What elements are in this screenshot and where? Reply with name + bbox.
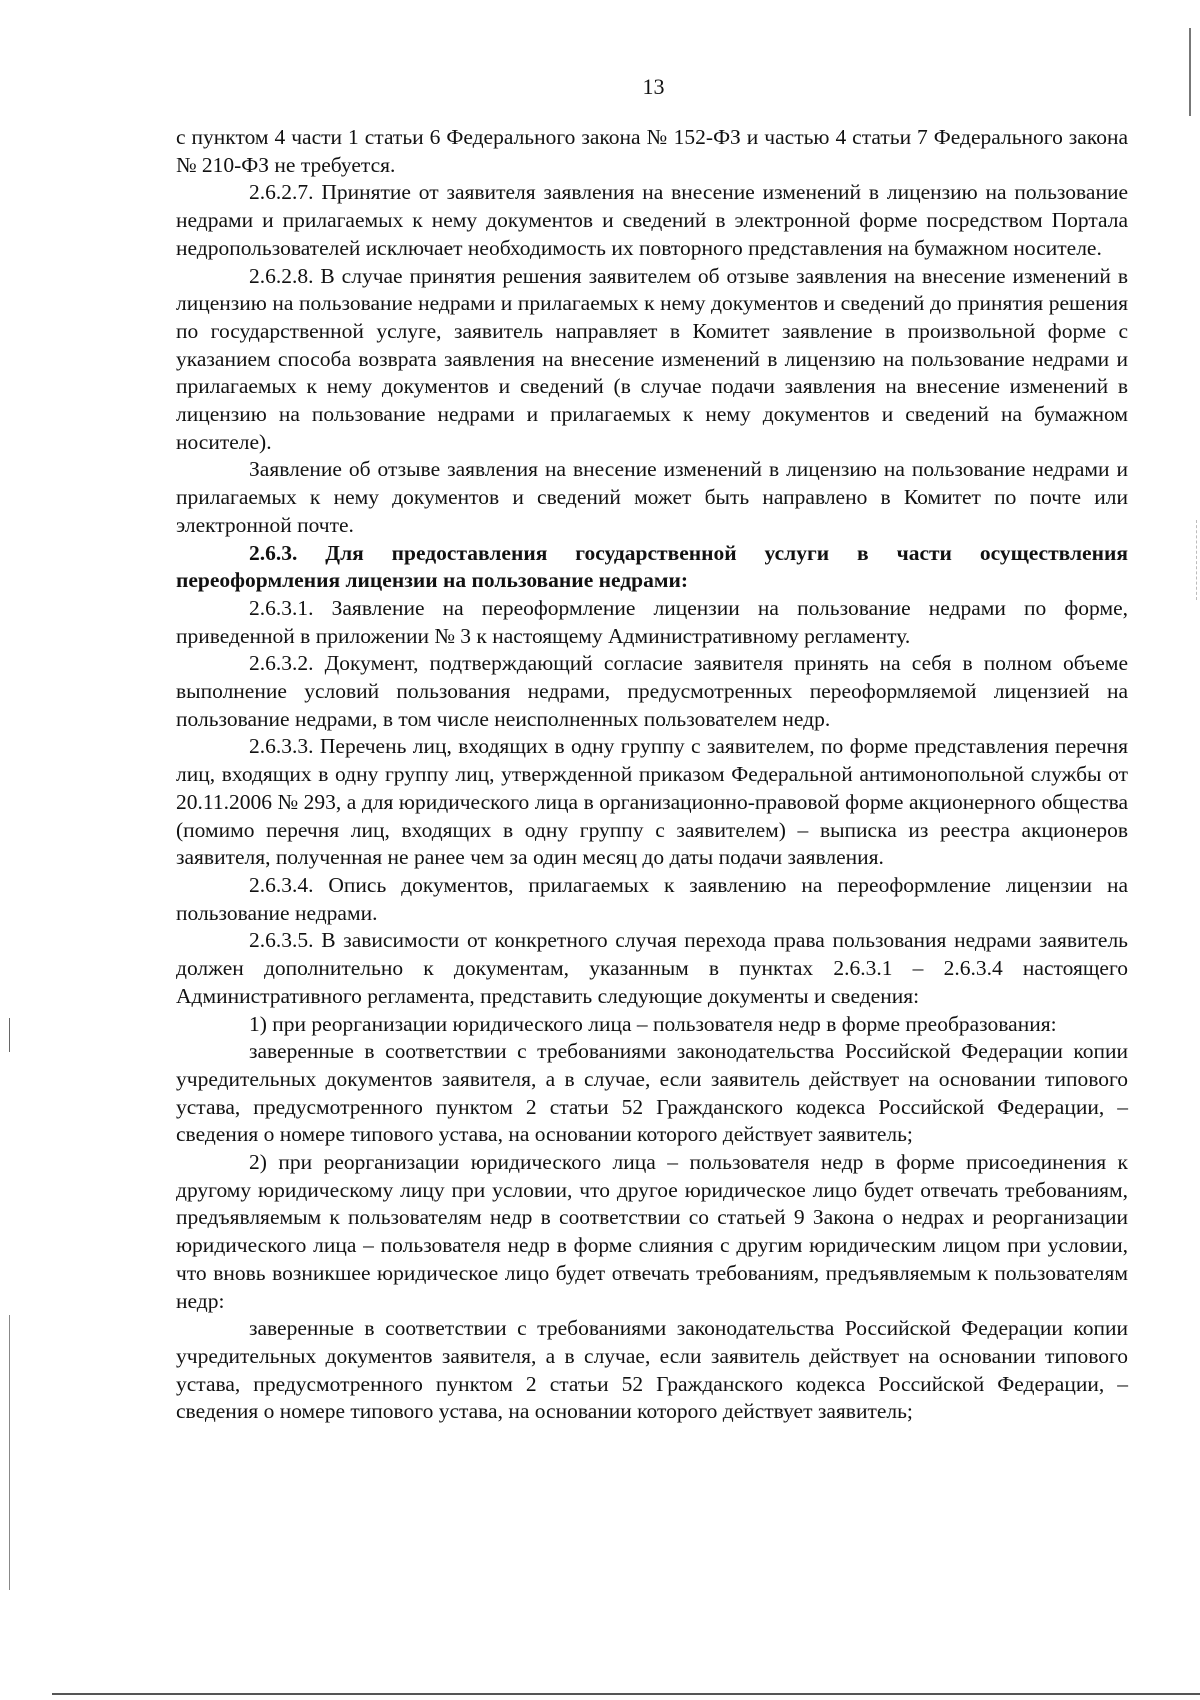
paragraph-withdrawal-note: Заявление об отзыве заявления на внесение изменений в лицензию на пользование недрами и прилагаемых к нему документов и сведений может быть направлено в Комитет по почте или электронной почте. (176, 457, 1128, 537)
scan-bottom-edge (52, 1693, 1200, 1695)
scan-edge-mark (1189, 28, 1191, 116)
paragraph-2-6-3-4: 2.6.3.4. Опись документов, прилагаемых к заявлению на переоформление лицензии на пользование недрами. (176, 872, 1128, 925)
paragraph-2-6-3-5: 2.6.3.5. В зависимости от конкретного случая перехода права пользования недрами заявитель должен дополнительно к документам, указанным в пунктах 2.6.3.1 – 2.6.3.4 настоящего Административного регламента, представить следующие документы и сведения: (176, 928, 1128, 1008)
paragraph-2-6-2-8: 2.6.2.8. В случае принятия решения заявителем об отзыве заявления на внесение изменений в лицензию на пользование недрами и прилагаемых к нему документов и сведений до принятия решения по государственной услуге, заявитель направляет в Комитет заявление в произвольной форме с указанием способа возврата заявления на внесение изменений в лицензию на пользование недрами и прилагаемых к нему документов и сведений (в случае подачи заявления на внесение изменений в лицензию на пользование недрами и прилагаемых к нему документов и сведений на бумажном носителе). (176, 263, 1128, 454)
paragraph-2-6-3-3: 2.6.3.3. Перечень лиц, входящих в одну группу с заявителем, по форме представления перечня лиц, входящих в одну группу лиц, утвержденной приказом Федеральной антимонопольной службы от 20.11.2006 № 293, а для юридического лица в организационно-правовой форме акционерного общества (помимо перечня лиц, входящих в одну группу с заявителем) – выписка из реестра акционеров заявителя, полученная не ранее чем за один месяц до даты подачи заявления. (176, 734, 1128, 870)
paragraph-2-6-3-2: 2.6.3.2. Документ, подтверждающий согласие заявителя принять на себя в полном объеме выполнение условий пользования недрами, предусмотренных переоформляемой лицензией на пользование недрами, в том числе неисполненных пользователем недр. (176, 651, 1128, 731)
list-item-2: 2) при реорганизации юридического лица – пользователя недр в форме присоединения к другому юридическому лицу при условии, что другое юридическое лицо будет отвечать требованиям, предъявляемым к пользователям недр в соответствии со статьей 9 Закона о недрах и реорганизации юридического лица – пользователя недр в форме слияния с другим юридическим лицом при условии, что вновь возникшее юридическое лицо будет отвечать требованиям, предъявляемым к пользователям недр: (176, 1150, 1128, 1313)
paragraph-2-6-2-7: 2.6.2.7. Принятие от заявителя заявления на внесение изменений в лицензию на пользование недрами и прилагаемых к нему документов и сведений в электронной форме посредством Портала недропользователей исключает необходимость их повторного представления на бумажном носителе. (176, 180, 1128, 260)
document-body (176, 124, 1128, 1426)
list-item-1-details: заверенные в соответствии с требованиями законодательства Российской Федерации копии учредительных документов заявителя, а в случае, если заявитель действует на основании типового устава, предусмотренного пунктом 2 статьи 52 Гражданского кодекса Российской Федерации, – сведения о номере типового устава, на основании которого действует заявитель; (176, 1039, 1128, 1147)
list-item-1: 1) при реорганизации юридического лица – пользователя недр в форме преобразования: (249, 1011, 1057, 1036)
page-number: 13 (642, 74, 665, 99)
paragraph-2-6-3-1: 2.6.3.1. Заявление на переоформление лицензии на пользование недрами по форме, приведенной в приложении № 3 к настоящему Административному регламенту. (176, 595, 1128, 648)
scan-edge-mark (9, 1018, 10, 1052)
paragraph-continuation: с пунктом 4 части 1 статьи 6 Федерального закона № 152-ФЗ и частью 4 статьи 7 Федерального закона № 210-ФЗ не требуется. (176, 125, 1128, 177)
list-item-2-details: заверенные в соответствии с требованиями законодательства Российской Федерации копии учредительных документов заявителя, а в случае, если заявитель действует на основании типового устава, предусмотренного пунктом 2 статьи 52 Гражданского кодекса Российской Федерации, – сведения о номере типового устава, на основании которого действует заявитель; (176, 1316, 1128, 1424)
section-heading-2-6-3: 2.6.3. Для предоставления государственной услуги в части осуществления переоформления лицензии на пользование недрами: (176, 540, 1128, 593)
scan-edge-mark (1196, 520, 1198, 600)
scan-edge-mark (9, 1315, 10, 1590)
